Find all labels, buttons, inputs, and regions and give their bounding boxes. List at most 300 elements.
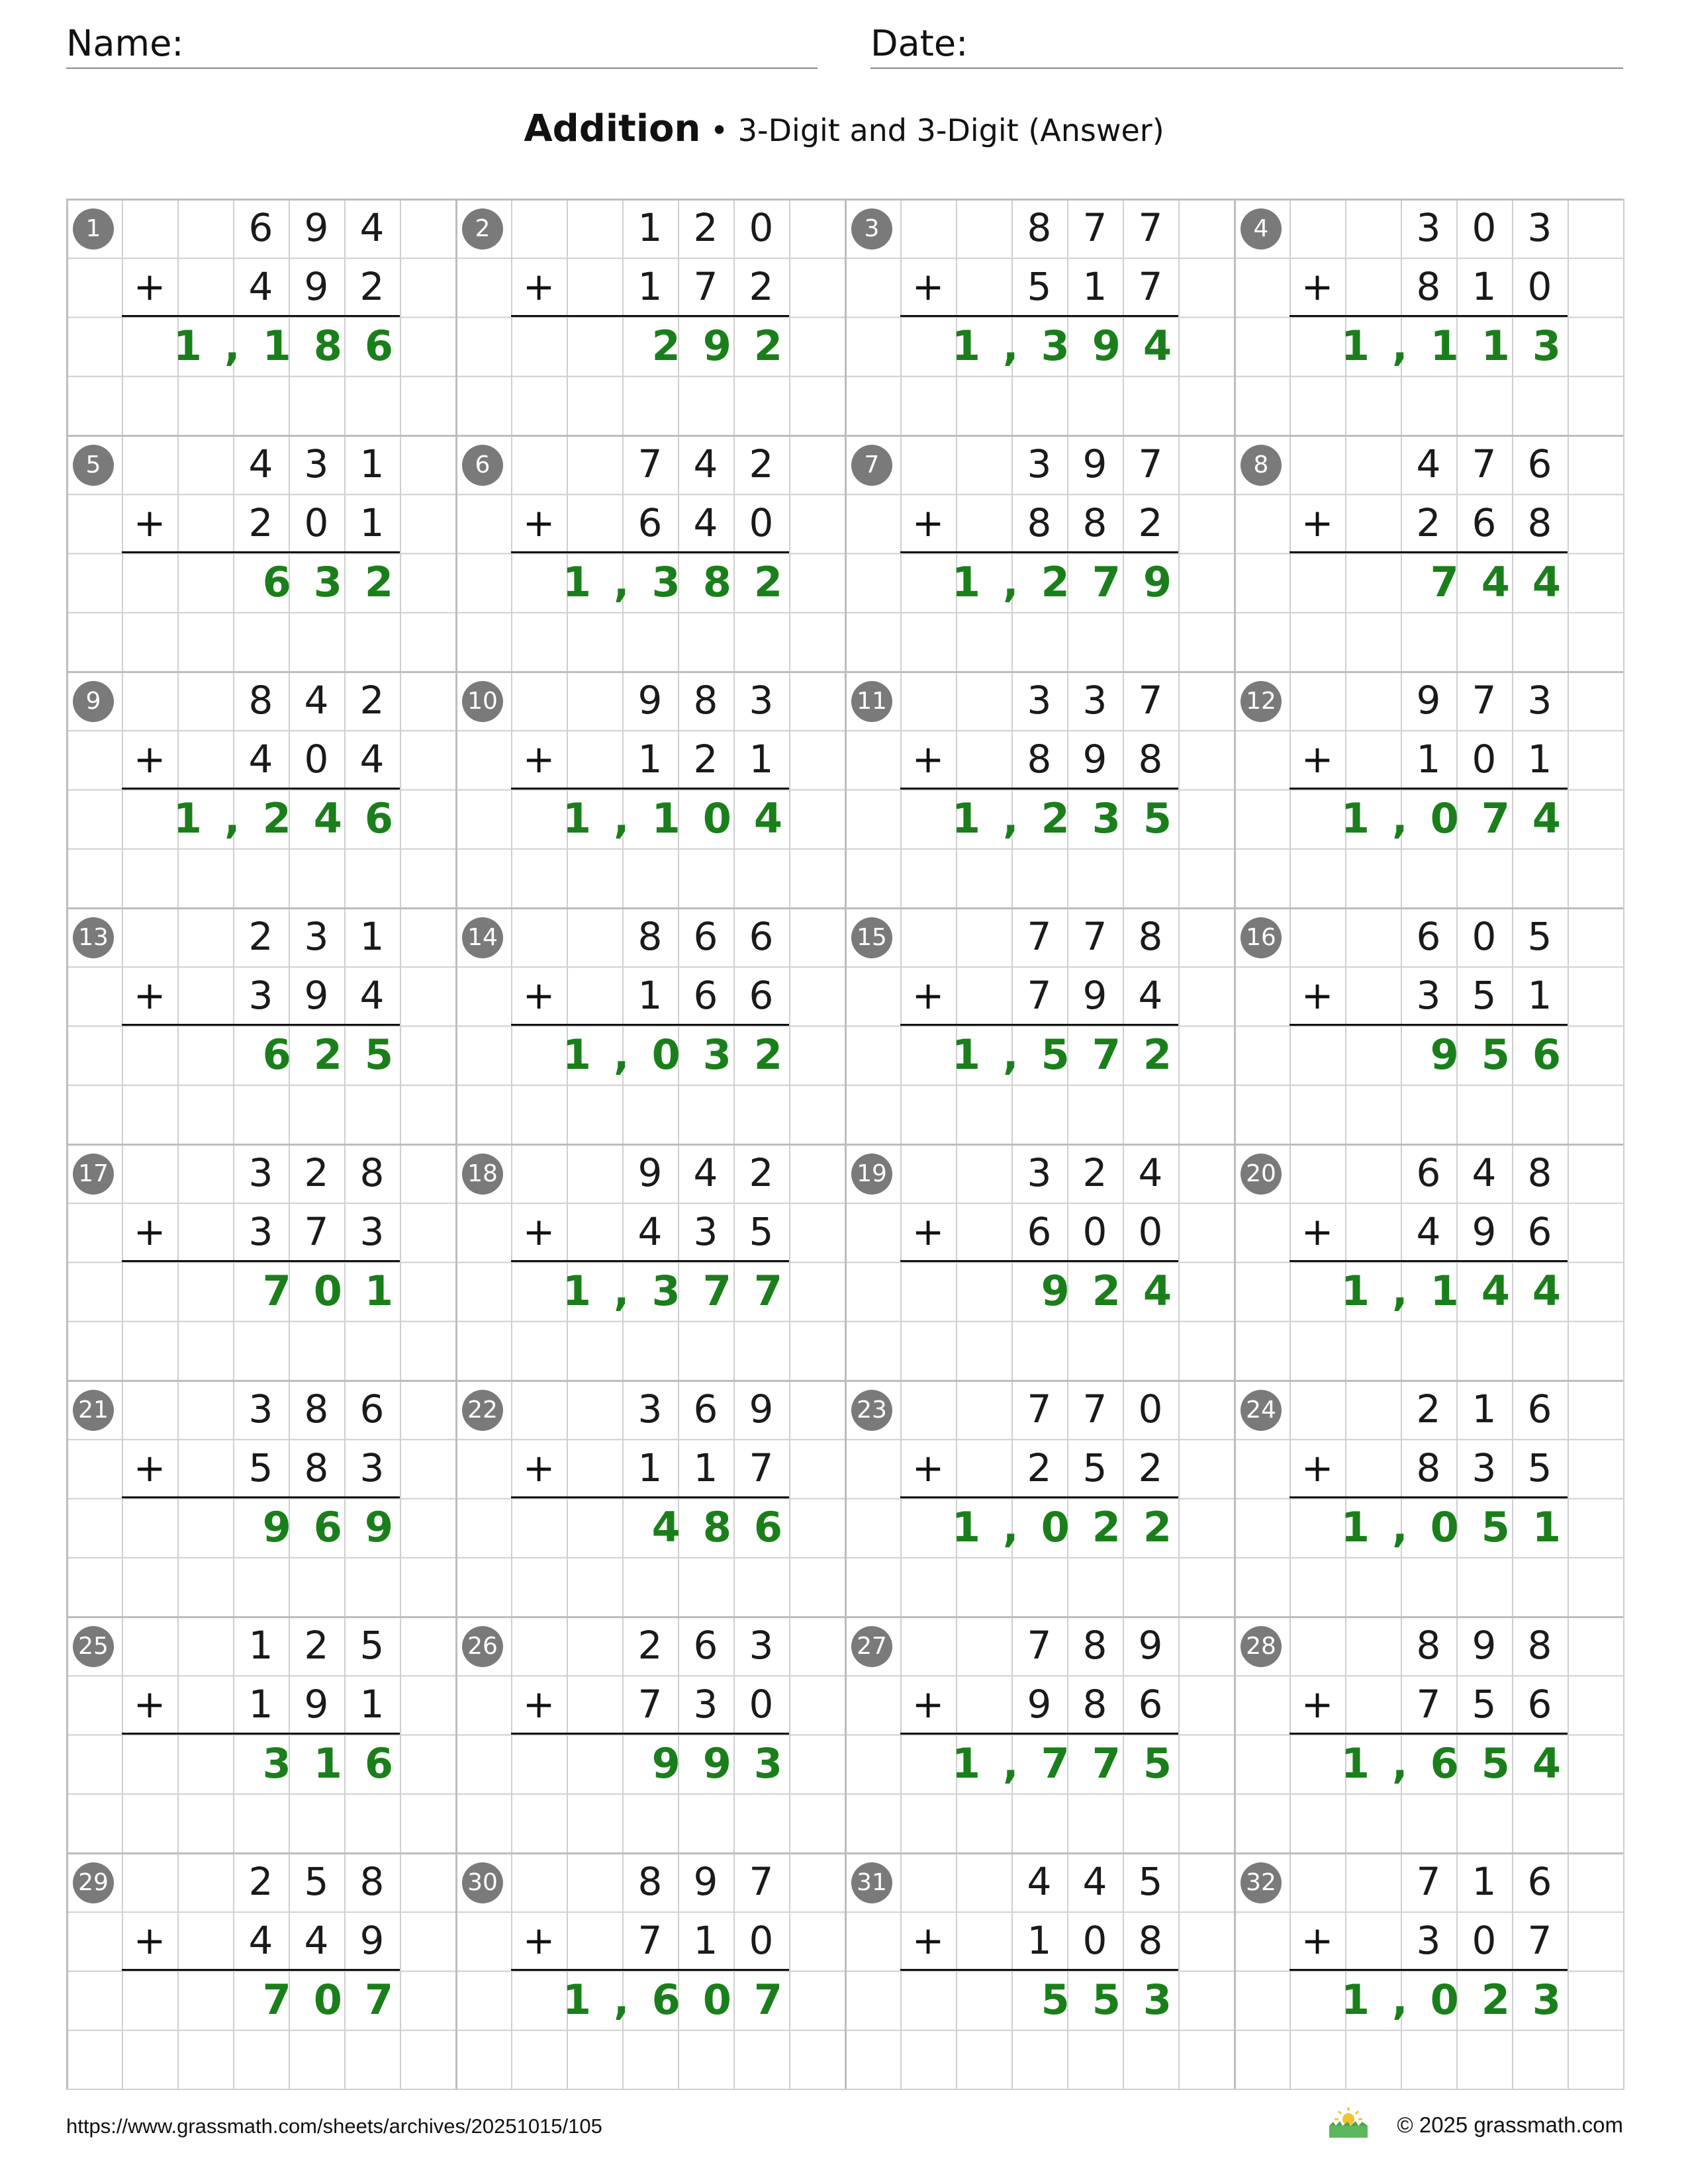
addend-bottom-digit: 9 bbox=[304, 264, 329, 310]
problem-24 bbox=[1234, 1380, 1623, 1616]
plus-sign: + bbox=[1301, 1918, 1334, 1963]
addend-top-digit: 8 bbox=[359, 1859, 385, 1904]
addend-top-digit: 4 bbox=[1082, 1859, 1107, 1904]
plus-sign: + bbox=[912, 264, 945, 309]
answer: 1,104 bbox=[562, 794, 805, 842]
addend-bottom-digit: 6 bbox=[1527, 1209, 1552, 1255]
problem-number-badge: 29 bbox=[73, 1862, 114, 1903]
addend-top-digit: 2 bbox=[304, 1150, 329, 1195]
plus-sign: + bbox=[133, 1209, 166, 1254]
addend-top-digit: 7 bbox=[1138, 205, 1163, 250]
addend-top-digit: 6 bbox=[1527, 441, 1552, 486]
addend-top-digit: 6 bbox=[359, 1387, 385, 1432]
addend-bottom-digit: 1 bbox=[637, 264, 663, 310]
problem-4 bbox=[1234, 199, 1623, 435]
answer: 993 bbox=[651, 1739, 805, 1788]
addend-bottom-digit: 0 bbox=[1082, 1209, 1107, 1255]
addend-top-digit: 1 bbox=[637, 205, 663, 250]
plus-sign: + bbox=[522, 1682, 555, 1727]
addend-top-digit: 7 bbox=[1027, 914, 1052, 959]
addend-top-digit: 3 bbox=[1082, 678, 1107, 723]
addend-top-digit: 2 bbox=[248, 1859, 273, 1904]
answer: 701 bbox=[262, 1267, 416, 1315]
plus-sign: + bbox=[1301, 737, 1334, 782]
addend-top-digit: 2 bbox=[304, 1623, 329, 1668]
addend-top-digit: 8 bbox=[248, 678, 273, 723]
problem-number-badge: 5 bbox=[73, 445, 114, 486]
answer: 1,377 bbox=[562, 1267, 805, 1315]
addend-top-digit: 9 bbox=[1472, 1623, 1497, 1668]
addend-top-digit: 7 bbox=[1472, 678, 1497, 723]
plus-sign: + bbox=[522, 264, 555, 309]
addend-top-digit: 9 bbox=[1082, 441, 1107, 486]
problem-number-badge: 30 bbox=[462, 1862, 503, 1903]
addend-bottom-digit: 2 bbox=[693, 737, 718, 782]
problem-20 bbox=[1234, 1144, 1623, 1380]
addend-top-digit: 8 bbox=[637, 1859, 663, 1904]
footer-copyright: © 2025 grassmath.com bbox=[1397, 2113, 1623, 2137]
plus-sign: + bbox=[912, 1918, 945, 1963]
problem-28 bbox=[1234, 1616, 1623, 1852]
addend-bottom-digit: 4 bbox=[693, 500, 718, 546]
addend-top-digit: 8 bbox=[693, 678, 718, 723]
problem-11 bbox=[845, 671, 1234, 907]
addend-top-digit: 0 bbox=[1472, 914, 1497, 959]
plus-sign: + bbox=[133, 264, 166, 309]
addend-top-digit: 3 bbox=[749, 678, 774, 723]
answer: 956 bbox=[1430, 1030, 1583, 1079]
addend-top-digit: 2 bbox=[693, 205, 718, 250]
answer: 316 bbox=[262, 1739, 416, 1788]
addend-top-digit: 8 bbox=[1416, 1623, 1441, 1668]
problem-number-badge: 18 bbox=[462, 1154, 503, 1195]
addend-top-digit: 3 bbox=[1527, 205, 1552, 250]
addend-top-digit: 6 bbox=[1416, 1150, 1441, 1195]
plus-sign: + bbox=[133, 1445, 166, 1490]
addend-bottom-digit: 2 bbox=[359, 264, 385, 310]
plus-sign: + bbox=[522, 500, 555, 545]
plus-sign: + bbox=[522, 1445, 555, 1490]
addend-bottom-digit: 4 bbox=[637, 1209, 663, 1255]
addend-bottom-digit: 1 bbox=[248, 1682, 273, 1727]
addend-top-digit: 2 bbox=[1416, 1387, 1441, 1432]
addend-top-digit: 8 bbox=[1027, 205, 1052, 250]
addend-top-digit: 3 bbox=[1416, 205, 1441, 250]
addend-bottom-digit: 0 bbox=[1472, 737, 1497, 782]
addend-top-digit: 7 bbox=[1138, 441, 1163, 486]
addend-top-digit: 2 bbox=[248, 914, 273, 959]
answer: 1,074 bbox=[1340, 794, 1583, 842]
addend-top-digit: 6 bbox=[248, 205, 273, 250]
addend-top-digit: 9 bbox=[304, 205, 329, 250]
addend-bottom-digit: 7 bbox=[1027, 973, 1052, 1019]
addend-top-digit: 6 bbox=[693, 1623, 718, 1668]
problem-15 bbox=[845, 907, 1234, 1144]
addend-bottom-digit: 1 bbox=[749, 737, 774, 782]
problem-number-badge: 25 bbox=[73, 1626, 114, 1667]
addend-bottom-digit: 8 bbox=[1082, 500, 1107, 546]
plus-sign: + bbox=[1301, 973, 1334, 1018]
answer: 625 bbox=[262, 1030, 416, 1079]
addend-bottom-digit: 7 bbox=[1138, 264, 1163, 310]
addend-bottom-digit: 6 bbox=[1138, 1682, 1163, 1727]
addend-top-digit: 3 bbox=[637, 1387, 663, 1432]
addend-top-digit: 4 bbox=[1472, 1150, 1497, 1195]
plus-sign: + bbox=[912, 1445, 945, 1490]
addend-bottom-digit: 6 bbox=[1527, 1682, 1552, 1727]
answer: 1,394 bbox=[951, 322, 1194, 370]
page-title bbox=[0, 106, 1688, 154]
addend-bottom-digit: 9 bbox=[304, 973, 329, 1019]
problem-number-badge: 31 bbox=[851, 1862, 892, 1903]
addend-bottom-digit: 4 bbox=[248, 737, 273, 782]
answer: 1,022 bbox=[951, 1503, 1194, 1551]
addend-top-digit: 5 bbox=[359, 1623, 385, 1668]
answer: 707 bbox=[262, 1976, 416, 2024]
problem-number-badge: 23 bbox=[851, 1390, 892, 1431]
addend-bottom-digit: 4 bbox=[359, 737, 385, 782]
addend-bottom-digit: 2 bbox=[1138, 1445, 1163, 1491]
answer: 553 bbox=[1041, 1976, 1194, 2024]
addend-bottom-digit: 2 bbox=[1138, 500, 1163, 546]
plus-sign: + bbox=[133, 973, 166, 1018]
addend-top-digit: 7 bbox=[749, 1859, 774, 1904]
addend-bottom-digit: 5 bbox=[749, 1209, 774, 1255]
addend-top-digit: 0 bbox=[749, 205, 774, 250]
problem-14 bbox=[455, 907, 845, 1144]
addend-bottom-digit: 1 bbox=[359, 1682, 385, 1727]
answer: 292 bbox=[651, 322, 805, 370]
plus-sign: + bbox=[133, 737, 166, 782]
addend-top-digit: 8 bbox=[1527, 1150, 1552, 1195]
addend-top-digit: 9 bbox=[693, 1859, 718, 1904]
plus-sign: + bbox=[522, 737, 555, 782]
addend-bottom-digit: 9 bbox=[1027, 1682, 1052, 1727]
addend-bottom-digit: 0 bbox=[749, 500, 774, 546]
addend-top-digit: 5 bbox=[1527, 914, 1552, 959]
answer: 969 bbox=[262, 1503, 416, 1551]
addend-top-digit: 7 bbox=[1082, 914, 1107, 959]
addend-top-digit: 7 bbox=[1138, 678, 1163, 723]
plus-sign: + bbox=[1301, 1445, 1334, 1490]
addend-bottom-digit: 8 bbox=[1027, 737, 1052, 782]
addend-top-digit: 2 bbox=[749, 441, 774, 486]
plus-sign: + bbox=[1301, 1209, 1334, 1254]
answer: 924 bbox=[1041, 1267, 1194, 1315]
problem-29 bbox=[66, 1852, 455, 2089]
addend-top-digit: 1 bbox=[1472, 1387, 1497, 1432]
plus-sign: + bbox=[912, 973, 945, 1018]
addend-bottom-digit: 8 bbox=[1082, 1682, 1107, 1727]
addend-bottom-digit: 6 bbox=[637, 500, 663, 546]
addend-top-digit: 6 bbox=[693, 1387, 718, 1432]
plus-sign: + bbox=[522, 1209, 555, 1254]
problem-32 bbox=[1234, 1852, 1623, 2089]
problem-number-badge: 20 bbox=[1241, 1154, 1282, 1195]
problem-3 bbox=[845, 199, 1234, 435]
answer: 1,023 bbox=[1340, 1976, 1583, 2024]
addend-bottom-digit: 5 bbox=[1472, 1682, 1497, 1727]
problem-number-badge: 2 bbox=[462, 208, 503, 250]
problem-number-badge: 16 bbox=[1241, 917, 1282, 958]
plus-sign: + bbox=[133, 1682, 166, 1727]
addend-top-digit: 8 bbox=[1082, 1623, 1107, 1668]
addend-top-digit: 3 bbox=[248, 1150, 273, 1195]
plus-sign: + bbox=[1301, 264, 1334, 309]
addend-top-digit: 7 bbox=[1082, 205, 1107, 250]
addend-bottom-digit: 1 bbox=[1527, 737, 1552, 782]
answer: 1,246 bbox=[173, 794, 416, 842]
addend-top-digit: 4 bbox=[1027, 1859, 1052, 1904]
answer: 744 bbox=[1430, 558, 1583, 606]
addend-bottom-digit: 7 bbox=[693, 264, 718, 310]
addend-bottom-digit: 9 bbox=[1472, 1209, 1497, 1255]
addend-bottom-digit: 1 bbox=[637, 737, 663, 782]
problem-5 bbox=[66, 435, 455, 671]
addend-top-digit: 4 bbox=[693, 441, 718, 486]
addend-top-digit: 3 bbox=[749, 1623, 774, 1668]
addend-bottom-digit: 0 bbox=[1472, 1918, 1497, 1964]
addend-top-digit: 6 bbox=[693, 914, 718, 959]
addend-top-digit: 3 bbox=[1027, 678, 1052, 723]
answer: 1,607 bbox=[562, 1976, 805, 2024]
problem-17 bbox=[66, 1144, 455, 1380]
addend-bottom-digit: 3 bbox=[1416, 1918, 1441, 1964]
addend-bottom-digit: 0 bbox=[1082, 1918, 1107, 1964]
plus-sign: + bbox=[912, 500, 945, 545]
problem-9 bbox=[66, 671, 455, 907]
problem-number-badge: 8 bbox=[1241, 445, 1282, 486]
addend-bottom-digit: 1 bbox=[637, 1445, 663, 1491]
addend-top-digit: 6 bbox=[749, 914, 774, 959]
addend-top-digit: 1 bbox=[1472, 1859, 1497, 1904]
addend-bottom-digit: 3 bbox=[693, 1209, 718, 1255]
problem-number-badge: 17 bbox=[73, 1154, 114, 1195]
answer: 1,279 bbox=[951, 558, 1194, 606]
answer: 1,235 bbox=[951, 794, 1194, 842]
answer: 1,032 bbox=[562, 1030, 805, 1079]
addend-bottom-digit: 4 bbox=[1138, 973, 1163, 1019]
addend-bottom-digit: 5 bbox=[1027, 264, 1052, 310]
name-label: Name: bbox=[66, 23, 184, 64]
addend-bottom-digit: 9 bbox=[1082, 973, 1107, 1019]
problem-number-badge: 11 bbox=[851, 681, 892, 722]
addend-top-digit: 6 bbox=[1416, 914, 1441, 959]
problem-8 bbox=[1234, 435, 1623, 671]
addend-top-digit: 3 bbox=[1527, 678, 1552, 723]
addend-top-digit: 4 bbox=[1416, 441, 1441, 486]
addend-bottom-digit: 0 bbox=[304, 500, 329, 546]
problem-19 bbox=[845, 1144, 1234, 1380]
plus-sign: + bbox=[912, 1682, 945, 1727]
addend-bottom-digit: 7 bbox=[304, 1209, 329, 1255]
problem-26 bbox=[455, 1616, 845, 1852]
addend-bottom-digit: 0 bbox=[1138, 1209, 1163, 1255]
problem-number-badge: 28 bbox=[1241, 1626, 1282, 1667]
addend-bottom-digit: 8 bbox=[1527, 500, 1552, 546]
addend-bottom-digit: 1 bbox=[1472, 264, 1497, 310]
addend-top-digit: 9 bbox=[749, 1387, 774, 1432]
addend-bottom-digit: 1 bbox=[1082, 264, 1107, 310]
name-line bbox=[66, 68, 818, 69]
addend-bottom-digit: 8 bbox=[1027, 500, 1052, 546]
problem-number-badge: 7 bbox=[851, 445, 892, 486]
addend-bottom-digit: 5 bbox=[248, 1445, 273, 1491]
plus-sign: + bbox=[133, 500, 166, 545]
addend-bottom-digit: 0 bbox=[1527, 264, 1552, 310]
plus-sign: + bbox=[1301, 500, 1334, 545]
addend-bottom-digit: 1 bbox=[693, 1445, 718, 1491]
addend-bottom-digit: 5 bbox=[1472, 973, 1497, 1019]
addend-bottom-digit: 1 bbox=[1527, 973, 1552, 1019]
problem-10 bbox=[455, 671, 845, 907]
addend-top-digit: 8 bbox=[1527, 1623, 1552, 1668]
addend-top-digit: 5 bbox=[1138, 1859, 1163, 1904]
addend-top-digit: 0 bbox=[1472, 205, 1497, 250]
addend-top-digit: 9 bbox=[637, 1150, 663, 1195]
addend-bottom-digit: 2 bbox=[248, 500, 273, 546]
problem-number-badge: 26 bbox=[462, 1626, 503, 1667]
addend-top-digit: 2 bbox=[359, 678, 385, 723]
answer: 1,572 bbox=[951, 1030, 1194, 1079]
addend-top-digit: 9 bbox=[1416, 678, 1441, 723]
plus-sign: + bbox=[1301, 1682, 1334, 1727]
problem-number-badge: 15 bbox=[851, 917, 892, 958]
plus-sign: + bbox=[133, 1918, 166, 1963]
grass-sun-logo-icon bbox=[1328, 2106, 1369, 2139]
date-field[interactable] bbox=[870, 20, 1623, 69]
addend-bottom-digit: 3 bbox=[248, 1209, 273, 1255]
problem-22 bbox=[455, 1380, 845, 1616]
addend-bottom-digit: 5 bbox=[1527, 1445, 1552, 1491]
problem-16 bbox=[1234, 907, 1623, 1144]
problem-27 bbox=[845, 1616, 1234, 1852]
problem-13 bbox=[66, 907, 455, 1144]
addend-bottom-digit: 7 bbox=[637, 1918, 663, 1964]
answer: 486 bbox=[651, 1503, 805, 1551]
addend-bottom-digit: 8 bbox=[1416, 264, 1441, 310]
addend-top-digit: 6 bbox=[1527, 1859, 1552, 1904]
addend-bottom-digit: 6 bbox=[749, 973, 774, 1019]
addend-top-digit: 7 bbox=[1027, 1387, 1052, 1432]
problem-number-badge: 1 bbox=[73, 208, 114, 250]
problem-number-badge: 24 bbox=[1241, 1390, 1282, 1431]
addend-top-digit: 8 bbox=[1138, 914, 1163, 959]
addend-top-digit: 8 bbox=[304, 1387, 329, 1432]
addend-top-digit: 3 bbox=[304, 441, 329, 486]
problem-21 bbox=[66, 1380, 455, 1616]
answer: 1,051 bbox=[1340, 1503, 1583, 1551]
addend-top-digit: 6 bbox=[1527, 1387, 1552, 1432]
problem-18 bbox=[455, 1144, 845, 1380]
addend-bottom-digit: 9 bbox=[304, 1682, 329, 1727]
problem-number-badge: 13 bbox=[73, 917, 114, 958]
addend-top-digit: 7 bbox=[1027, 1623, 1052, 1668]
problem-number-badge: 27 bbox=[851, 1626, 892, 1667]
addend-bottom-digit: 9 bbox=[359, 1918, 385, 1964]
addend-bottom-digit: 4 bbox=[359, 973, 385, 1019]
addend-top-digit: 2 bbox=[1082, 1150, 1107, 1195]
addend-bottom-digit: 5 bbox=[1082, 1445, 1107, 1491]
addend-top-digit: 1 bbox=[248, 1623, 273, 1668]
addend-top-digit: 8 bbox=[637, 914, 663, 959]
addend-bottom-digit: 8 bbox=[1416, 1445, 1441, 1491]
addend-bottom-digit: 0 bbox=[304, 737, 329, 782]
answer: 1,186 bbox=[173, 322, 416, 370]
addend-bottom-digit: 0 bbox=[749, 1918, 774, 1964]
addend-bottom-digit: 8 bbox=[1138, 737, 1163, 782]
addend-top-digit: 1 bbox=[359, 914, 385, 959]
addend-bottom-digit: 1 bbox=[1027, 1918, 1052, 1964]
addend-top-digit: 7 bbox=[1082, 1387, 1107, 1432]
problem-2 bbox=[455, 199, 845, 435]
addend-bottom-digit: 8 bbox=[1138, 1918, 1163, 1964]
name-field[interactable] bbox=[66, 20, 818, 69]
title-sub: 3-Digit and 3-Digit (Answer) bbox=[737, 113, 1164, 148]
problem-31 bbox=[845, 1852, 1234, 2089]
addend-bottom-digit: 1 bbox=[359, 500, 385, 546]
addend-bottom-digit: 1 bbox=[1416, 737, 1441, 782]
addend-bottom-digit: 7 bbox=[1416, 1682, 1441, 1727]
addend-top-digit: 5 bbox=[304, 1859, 329, 1904]
problem-30 bbox=[455, 1852, 845, 2089]
footer-url: https://www.grassmath.com/sheets/archives/20251015/105 bbox=[66, 2115, 602, 2138]
addend-top-digit: 4 bbox=[1138, 1150, 1163, 1195]
problem-number-badge: 9 bbox=[73, 681, 114, 722]
addend-top-digit: 0 bbox=[1138, 1387, 1163, 1432]
addend-bottom-digit: 9 bbox=[1082, 737, 1107, 782]
addend-bottom-digit: 4 bbox=[248, 1918, 273, 1964]
answer: 632 bbox=[262, 558, 416, 606]
problem-number-badge: 14 bbox=[462, 917, 503, 958]
addend-bottom-digit: 3 bbox=[359, 1209, 385, 1255]
addend-top-digit: 4 bbox=[693, 1150, 718, 1195]
worksheet-grid bbox=[66, 199, 1624, 2090]
date-line bbox=[870, 68, 1623, 69]
answer: 1,775 bbox=[951, 1739, 1194, 1788]
addend-top-digit: 9 bbox=[637, 678, 663, 723]
problem-12 bbox=[1234, 671, 1623, 907]
problem-number-badge: 19 bbox=[851, 1154, 892, 1195]
answer: 1,382 bbox=[562, 558, 805, 606]
addend-top-digit: 1 bbox=[359, 441, 385, 486]
addend-bottom-digit: 1 bbox=[637, 973, 663, 1019]
problem-1 bbox=[66, 199, 455, 435]
problem-number-badge: 22 bbox=[462, 1390, 503, 1431]
addend-top-digit: 7 bbox=[637, 441, 663, 486]
answer: 1,144 bbox=[1340, 1267, 1583, 1315]
problem-number-badge: 6 bbox=[462, 445, 503, 486]
addend-bottom-digit: 2 bbox=[1027, 1445, 1052, 1491]
problem-number-badge: 4 bbox=[1241, 208, 1282, 250]
addend-bottom-digit: 7 bbox=[1527, 1918, 1552, 1964]
addend-bottom-digit: 7 bbox=[637, 1682, 663, 1727]
addend-bottom-digit: 3 bbox=[359, 1445, 385, 1491]
addend-bottom-digit: 2 bbox=[1416, 500, 1441, 546]
addend-bottom-digit: 4 bbox=[1416, 1209, 1441, 1255]
addend-bottom-digit: 0 bbox=[749, 1682, 774, 1727]
problem-number-badge: 10 bbox=[462, 681, 503, 722]
addend-bottom-digit: 3 bbox=[248, 973, 273, 1019]
answer: 1,654 bbox=[1340, 1739, 1583, 1788]
problem-number-badge: 32 bbox=[1241, 1862, 1282, 1903]
problem-23 bbox=[845, 1380, 1234, 1616]
plus-sign: + bbox=[522, 973, 555, 1018]
addend-top-digit: 4 bbox=[359, 205, 385, 250]
title-bullet: • bbox=[700, 113, 738, 148]
addend-top-digit: 4 bbox=[304, 678, 329, 723]
addend-top-digit: 9 bbox=[1138, 1623, 1163, 1668]
